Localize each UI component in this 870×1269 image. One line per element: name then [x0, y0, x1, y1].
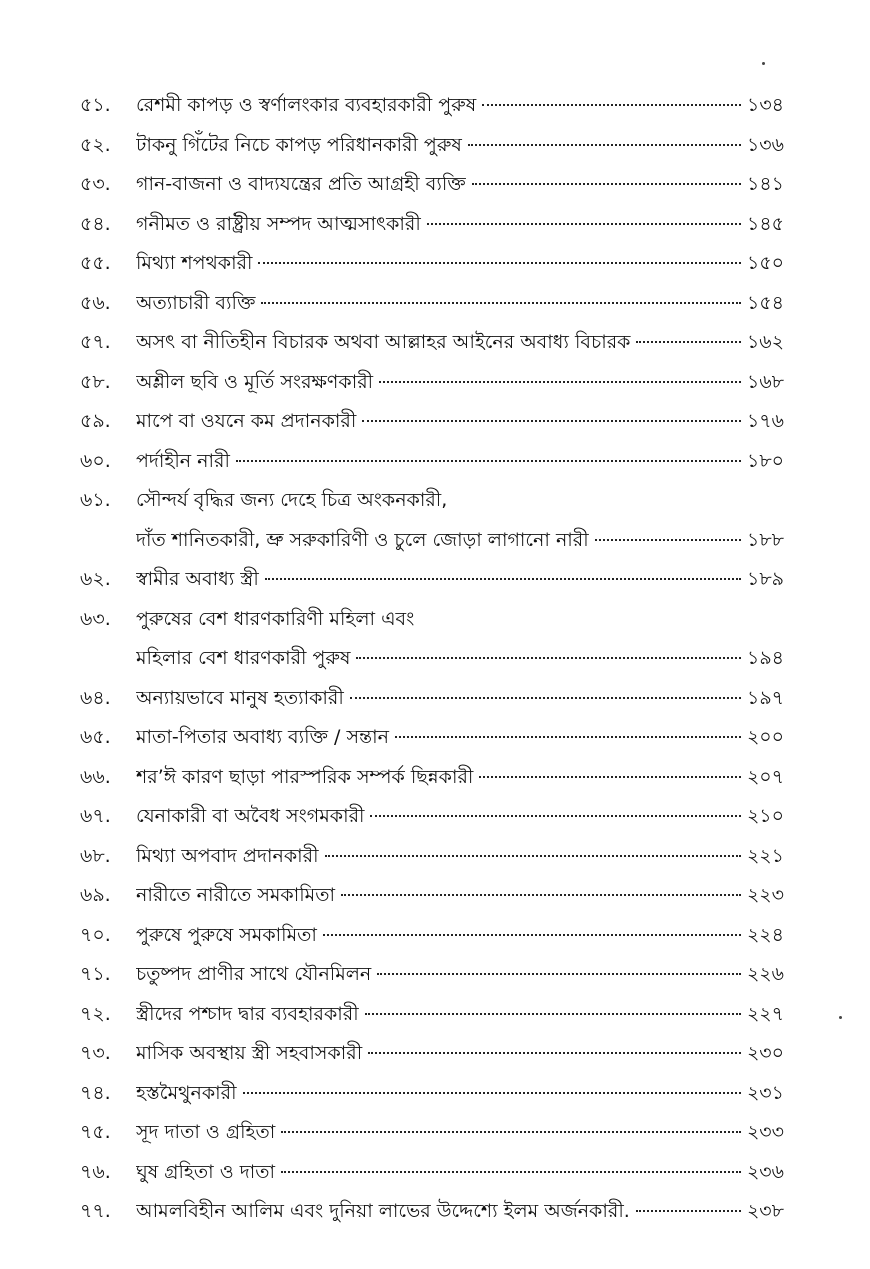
entry-title: মাতা-পিতার অবাধ্য ব্যক্তি / সন্তান	[136, 726, 389, 748]
toc-entry	[80, 955, 784, 995]
entry-title: আমলবিহীন আলিম এবং দুনিয়া লাভের উদ্দেশ্যে ইলম অর্জনকারী.	[136, 1200, 630, 1222]
toc-entry	[80, 165, 784, 205]
entry-title: ঘুষ গ্রহিতা ও দাতা	[136, 1160, 275, 1183]
toc-entry	[80, 126, 784, 166]
entry-number: ৬০.	[80, 449, 111, 472]
toc-entry-line	[80, 126, 784, 166]
toc-entry-line	[80, 718, 784, 758]
entry-page-number: ২২৪	[746, 923, 784, 946]
toc-entry-line	[80, 955, 784, 995]
entry-number: ৭৫.	[80, 1121, 111, 1143]
dot-leader	[636, 1210, 741, 1212]
dot-leader	[362, 420, 741, 422]
dot-leader	[243, 1092, 741, 1094]
dot-leader	[482, 104, 741, 106]
entry-page-number: ১৩৬	[746, 133, 784, 156]
print-speck	[839, 1016, 842, 1019]
entry-page-number: ২০০	[746, 726, 784, 748]
entry-title: গান-বাজনা ও বাদ্যযন্ত্রের প্রতি আগ্রহী ব্যক্তি	[136, 173, 466, 195]
dot-leader	[258, 262, 741, 264]
toc-entry	[80, 402, 784, 442]
dot-leader	[395, 736, 741, 738]
toc-entry	[80, 442, 784, 482]
entry-number: ৬৬.	[80, 765, 111, 788]
toc-entry-line	[80, 481, 784, 521]
entry-page-number: ২০৭	[746, 765, 784, 788]
toc-entry-line	[80, 916, 784, 956]
entry-number: ৭২.	[80, 1002, 111, 1025]
entry-page-number: ২৩৩	[746, 1121, 784, 1143]
entry-title: হস্তমৈথুনকারী	[136, 1081, 237, 1104]
entry-page-number: ২৩৬	[746, 1160, 784, 1183]
toc-entry-line	[80, 560, 784, 600]
entry-number: ৫৪.	[80, 212, 111, 235]
entry-number: ৬৭.	[80, 805, 111, 827]
toc-entry-line	[80, 165, 784, 205]
toc-entry-line	[80, 1192, 784, 1232]
entry-number: ৬৮.	[80, 844, 111, 867]
dot-leader	[356, 657, 741, 659]
toc-entry	[80, 718, 784, 758]
toc-entry-line	[80, 244, 784, 284]
dot-leader	[323, 934, 741, 936]
entry-page-number: ১৩৪	[746, 94, 784, 116]
entry-number: ৭০.	[80, 923, 111, 946]
toc-entry	[80, 1113, 784, 1153]
entry-number: ৬৩.	[80, 607, 111, 630]
toc-entry	[80, 205, 784, 245]
dot-leader	[261, 302, 741, 304]
entry-title: মাসিক অবস্থায় স্ত্রী সহবাসকারী	[136, 1042, 363, 1064]
dot-leader	[472, 183, 741, 185]
toc-entry-line	[80, 284, 784, 324]
entry-number: ৫২.	[80, 133, 111, 156]
toc-entry	[80, 876, 784, 916]
toc-entry	[80, 758, 784, 798]
toc-entry	[80, 679, 784, 719]
dot-leader	[365, 1013, 741, 1015]
entry-page-number: ২২৬	[746, 963, 784, 985]
dot-leader	[368, 1052, 741, 1054]
toc-entry	[80, 1192, 784, 1232]
entry-number: ৬২.	[80, 568, 111, 590]
toc-entry	[80, 560, 784, 600]
entry-title: পর্দাহীন নারী	[136, 449, 230, 472]
entry-title: অশ্লীল ছবি ও মূর্তি সংরক্ষণকারী	[136, 370, 374, 393]
entry-page-number: ১৭৬	[746, 410, 784, 432]
dot-leader	[595, 539, 741, 541]
entry-page-number: ২১০	[746, 805, 784, 827]
entry-title: যেনাকারী বা অবৈধ সংগমকারী	[136, 805, 365, 827]
entry-title: দাঁত শানিতকারী, ভ্রু সরুকারিণী ও চুলে জোড়া লাগানো নারী	[136, 528, 589, 551]
entry-title: পুরুষে পুরুষে সমকামিতা	[136, 923, 317, 946]
toc-entry-line	[80, 1153, 784, 1193]
entry-number: ৫৬.	[80, 291, 111, 314]
toc-entry-line	[80, 1074, 784, 1114]
entry-number: ৭৪.	[80, 1081, 111, 1104]
entry-title: শর’ঈ কারণ ছাড়া পারস্পরিক সম্পর্ক ছিন্নকারী	[136, 765, 474, 788]
dot-leader	[379, 381, 741, 383]
entry-page-number: ২২৭	[746, 1002, 784, 1025]
entry-page-number: ১৪১	[747, 173, 784, 195]
entry-number: ৬৯.	[80, 884, 111, 906]
toc-entry-line	[80, 600, 784, 640]
toc-entry	[80, 600, 784, 679]
toc-entry	[80, 86, 784, 126]
entry-title: সৌন্দর্য বৃদ্ধির জন্য দেহে চিত্র অংকনকারী,	[136, 489, 448, 511]
entry-page-number: ১৪৫	[747, 212, 784, 235]
entry-number: ৭৩.	[80, 1042, 111, 1064]
entry-page-number: ১৯৪	[747, 647, 784, 669]
toc-entry-line	[80, 995, 784, 1035]
dot-leader	[350, 697, 741, 699]
entry-page-number: ১৮০	[746, 449, 784, 472]
dot-leader	[341, 894, 741, 896]
toc-entry	[80, 995, 784, 1035]
entry-number: ৬৫.	[80, 726, 111, 748]
toc-entry	[80, 481, 784, 560]
toc-entry	[80, 323, 784, 363]
toc-entry-line	[80, 876, 784, 916]
entry-title: নারীতে নারীতে সমকামিতা	[136, 884, 335, 906]
entry-page-number: ১৫০	[746, 252, 784, 274]
entry-title: অন্যায়ভাবে মানুষ হত্যাকারী	[136, 686, 344, 709]
entry-number: ৫৭.	[80, 331, 111, 353]
toc-entry	[80, 1074, 784, 1114]
dot-leader	[325, 855, 741, 857]
toc-entry-line	[80, 837, 784, 877]
toc-entry-line	[80, 205, 784, 245]
entry-title: মহিলার বেশ ধারণকারী পুরুষ	[136, 647, 351, 669]
dot-leader	[265, 578, 741, 580]
entry-page-number: ১৮৯	[747, 568, 784, 590]
dot-leader	[281, 1171, 741, 1173]
dot-leader	[479, 776, 741, 778]
toc-entry	[80, 797, 784, 837]
dot-leader	[281, 1131, 741, 1133]
entry-number: ৫৮.	[80, 370, 111, 393]
toc-entry-line	[80, 323, 784, 363]
entry-title: মিথ্যা শপথকারী	[136, 252, 253, 274]
toc-entry	[80, 916, 784, 956]
entry-number: ৭৬.	[80, 1160, 111, 1183]
entry-page-number: ১৯৭	[746, 686, 784, 709]
toc-entry-line	[80, 1113, 784, 1153]
entry-title: অত্যাচারী ব্যক্তি	[136, 291, 256, 314]
entry-title: স্ত্রীদের পশ্চাদ দ্বার ব্যবহারকারী	[136, 1002, 359, 1025]
entry-number: ৬৪.	[80, 686, 111, 709]
entry-number: ৭৭.	[80, 1200, 111, 1222]
entry-title: পুরুষের বেশ ধারণকারিণী মহিলা এবং	[136, 607, 415, 630]
entry-page-number: ২৩০	[746, 1042, 784, 1064]
toc-entry-line	[80, 442, 784, 482]
entry-title: চতুষ্পদ প্রাণীর সাথে যৌনমিলন	[136, 963, 372, 985]
toc-entry-line	[80, 363, 784, 403]
toc-entry-line	[80, 797, 784, 837]
entry-title: গনীমত ও রাষ্ট্রীয় সম্পদ আত্মসাৎকারী	[136, 212, 421, 235]
entry-page-number: ১৫৪	[747, 291, 784, 314]
entry-title: রেশমী কাপড় ও স্বর্ণালংকার ব্যবহারকারী পুরুষ	[136, 94, 477, 116]
toc-entry-line	[80, 1034, 784, 1074]
toc-entry-line	[80, 679, 784, 719]
toc-entry	[80, 244, 784, 284]
entry-number: ৫৯.	[80, 410, 111, 432]
entry-title: মাপে বা ওযনে কম প্রদানকারী	[136, 410, 357, 432]
toc-entry-line	[80, 758, 784, 798]
dot-leader	[427, 223, 741, 225]
entry-page-number: ২৩৮	[746, 1200, 784, 1222]
entry-number: ৭১.	[80, 963, 111, 985]
dot-leader	[636, 341, 740, 343]
entry-page-number: ২২৩	[746, 884, 784, 906]
table-of-contents	[80, 86, 784, 1232]
toc-entry	[80, 837, 784, 877]
toc-entry-line	[80, 402, 784, 442]
entry-page-number: ২২১	[746, 844, 784, 867]
entry-title: সূদ দাতা ও গ্রহিতা	[136, 1121, 276, 1143]
entry-page-number: ২৩১	[746, 1081, 784, 1104]
entry-number: ৫১.	[80, 94, 111, 116]
toc-entry-line	[80, 86, 784, 126]
entry-page-number: ১৬২	[746, 331, 784, 353]
entry-title: অসৎ বা নীতিহীন বিচারক অথবা আল্লাহর আইনের অবাধ্য বিচারক	[136, 331, 631, 353]
toc-entry	[80, 363, 784, 403]
entry-number: ৫৩.	[80, 173, 111, 195]
toc-entry	[80, 1034, 784, 1074]
dot-leader	[370, 815, 740, 817]
dot-leader	[236, 460, 741, 462]
toc-entry	[80, 1153, 784, 1193]
toc-entry	[80, 284, 784, 324]
print-speck	[762, 62, 765, 65]
entry-title: স্বামীর অবাধ্য স্ত্রী	[136, 568, 259, 590]
entry-number: ৬১.	[80, 489, 111, 511]
toc-entry-line	[80, 639, 784, 679]
toc-entry-line	[80, 521, 784, 561]
entry-page-number: ১৮৮	[747, 528, 784, 551]
entry-number: ৫৫.	[80, 252, 111, 274]
entry-title: মিথ্যা অপবাদ প্রদানকারী	[136, 844, 319, 867]
dot-leader	[377, 973, 741, 975]
entry-title: টাকনু গিঁটের নিচে কাপড় পরিধানকারী পুরুষ	[136, 133, 462, 156]
entry-page-number: ১৬৮	[746, 370, 784, 393]
dot-leader	[468, 144, 741, 146]
